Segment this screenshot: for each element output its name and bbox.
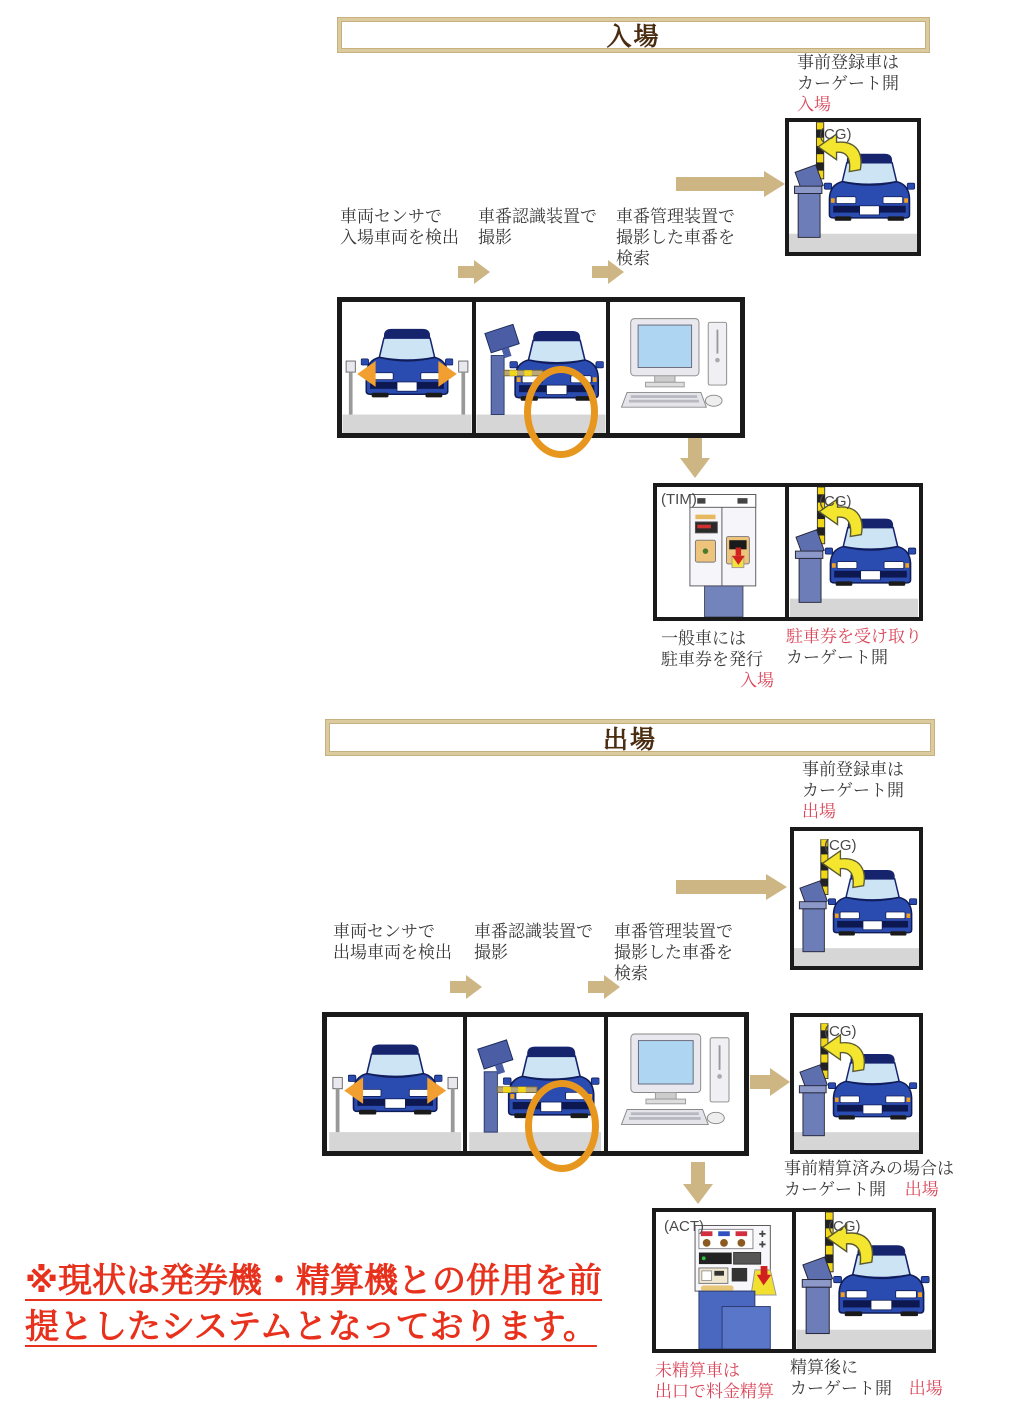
exit-gate-open-panel (790, 827, 923, 970)
exit-title-box (325, 719, 935, 756)
exit-step-3-label: 車番管理装置で 撮影した車番を 検索 (614, 922, 733, 983)
car-gate-icon (789, 487, 919, 617)
gate-tag: (CG) (819, 126, 852, 143)
arrow-right-exit-prepaid-gate (750, 1068, 790, 1096)
arrow-right-step1-2 (458, 260, 490, 284)
vehicle-sensor-icon (342, 302, 472, 433)
gate-tag: (CG) (824, 837, 857, 854)
entrance-title: 入場 (606, 23, 661, 51)
system-notice: ※現状は発券機・精算機との併用を前 提としたシステムとなっております。 (25, 1262, 603, 1346)
entrance-preregistered-note: 事前登録車は カーゲート開 入場 (797, 53, 899, 114)
exit-prepaid-gate-panel (790, 1013, 923, 1154)
car-gate-icon (789, 122, 917, 252)
exit-step-1-label: 車両センサで 出場車両を検出 (333, 922, 452, 962)
plate-highlight-circle (525, 1080, 599, 1172)
entrance-gate-open-panel (785, 118, 921, 256)
computer-icon (610, 302, 740, 433)
entrance-step-3-label: 車番管理装置で 撮影した車番を 検索 (616, 207, 735, 268)
arrow-down-exit-act (683, 1162, 713, 1204)
arrow-right-step2-3 (592, 260, 624, 284)
gate-open-after-ticket-scene (785, 487, 919, 617)
car-gate-icon (794, 1017, 919, 1150)
arrow-right-entrance-gate (676, 171, 786, 197)
management-computer-scene (604, 1017, 744, 1151)
gate-open-scene (794, 1017, 919, 1150)
plate-highlight-circle (524, 366, 598, 458)
vehicle-sensor-scene (342, 302, 472, 433)
exit-preregistered-note: 事前登録車は カーゲート開 出場 (802, 760, 904, 821)
ticket-machine-scene (657, 487, 785, 617)
after-payment-label: 精算後に カーゲート開 出場 (790, 1358, 943, 1398)
tim-tag: (TIM) (661, 491, 697, 508)
arrow-right-exit-gate (676, 874, 788, 900)
gate-open-after-payment-scene (792, 1212, 932, 1349)
entrance-title-box (337, 17, 930, 53)
entrance-step-1-label: 車両センサで 入場車両を検出 (340, 207, 459, 247)
computer-icon (608, 1017, 744, 1151)
gate-tag: (CG) (828, 1218, 861, 1235)
unpaid-label: 未精算車は 出口で料金精算 (655, 1361, 774, 1401)
management-computer-scene (606, 302, 740, 433)
gate-tag: (CG) (819, 493, 852, 510)
vehicle-sensor-icon (327, 1017, 463, 1151)
vehicle-sensor-scene (327, 1017, 463, 1151)
entrance-step-2-label: 車番認識装置で 撮影 (478, 207, 597, 247)
gate-open-scene (789, 122, 917, 252)
arrow-right-exit-step1-2 (450, 975, 482, 999)
act-tag: (ACT) (664, 1218, 704, 1235)
car-gate-icon (796, 1212, 932, 1349)
prepaid-label: 事前精算済みの場合は カーゲート開 出場 (784, 1159, 954, 1199)
exit-payment-gate-row (652, 1208, 936, 1353)
issue-ticket-label: 一般車には 駐車券を発行 入場 (661, 629, 774, 690)
payment-machine-scene (656, 1212, 792, 1349)
receive-ticket-label: 駐車券を受け取り カーゲート開 (786, 627, 922, 667)
arrow-right-exit-step2-3 (588, 975, 620, 999)
gate-open-scene (794, 831, 919, 966)
gate-tag: (CG) (824, 1023, 857, 1040)
car-gate-icon (794, 831, 919, 966)
exit-step-2-label: 車番認識装置で 撮影 (474, 922, 593, 962)
exit-title: 出場 (602, 725, 657, 754)
entrance-ticket-gate-row (653, 483, 923, 621)
arrow-down-entrance-tim (680, 438, 710, 478)
